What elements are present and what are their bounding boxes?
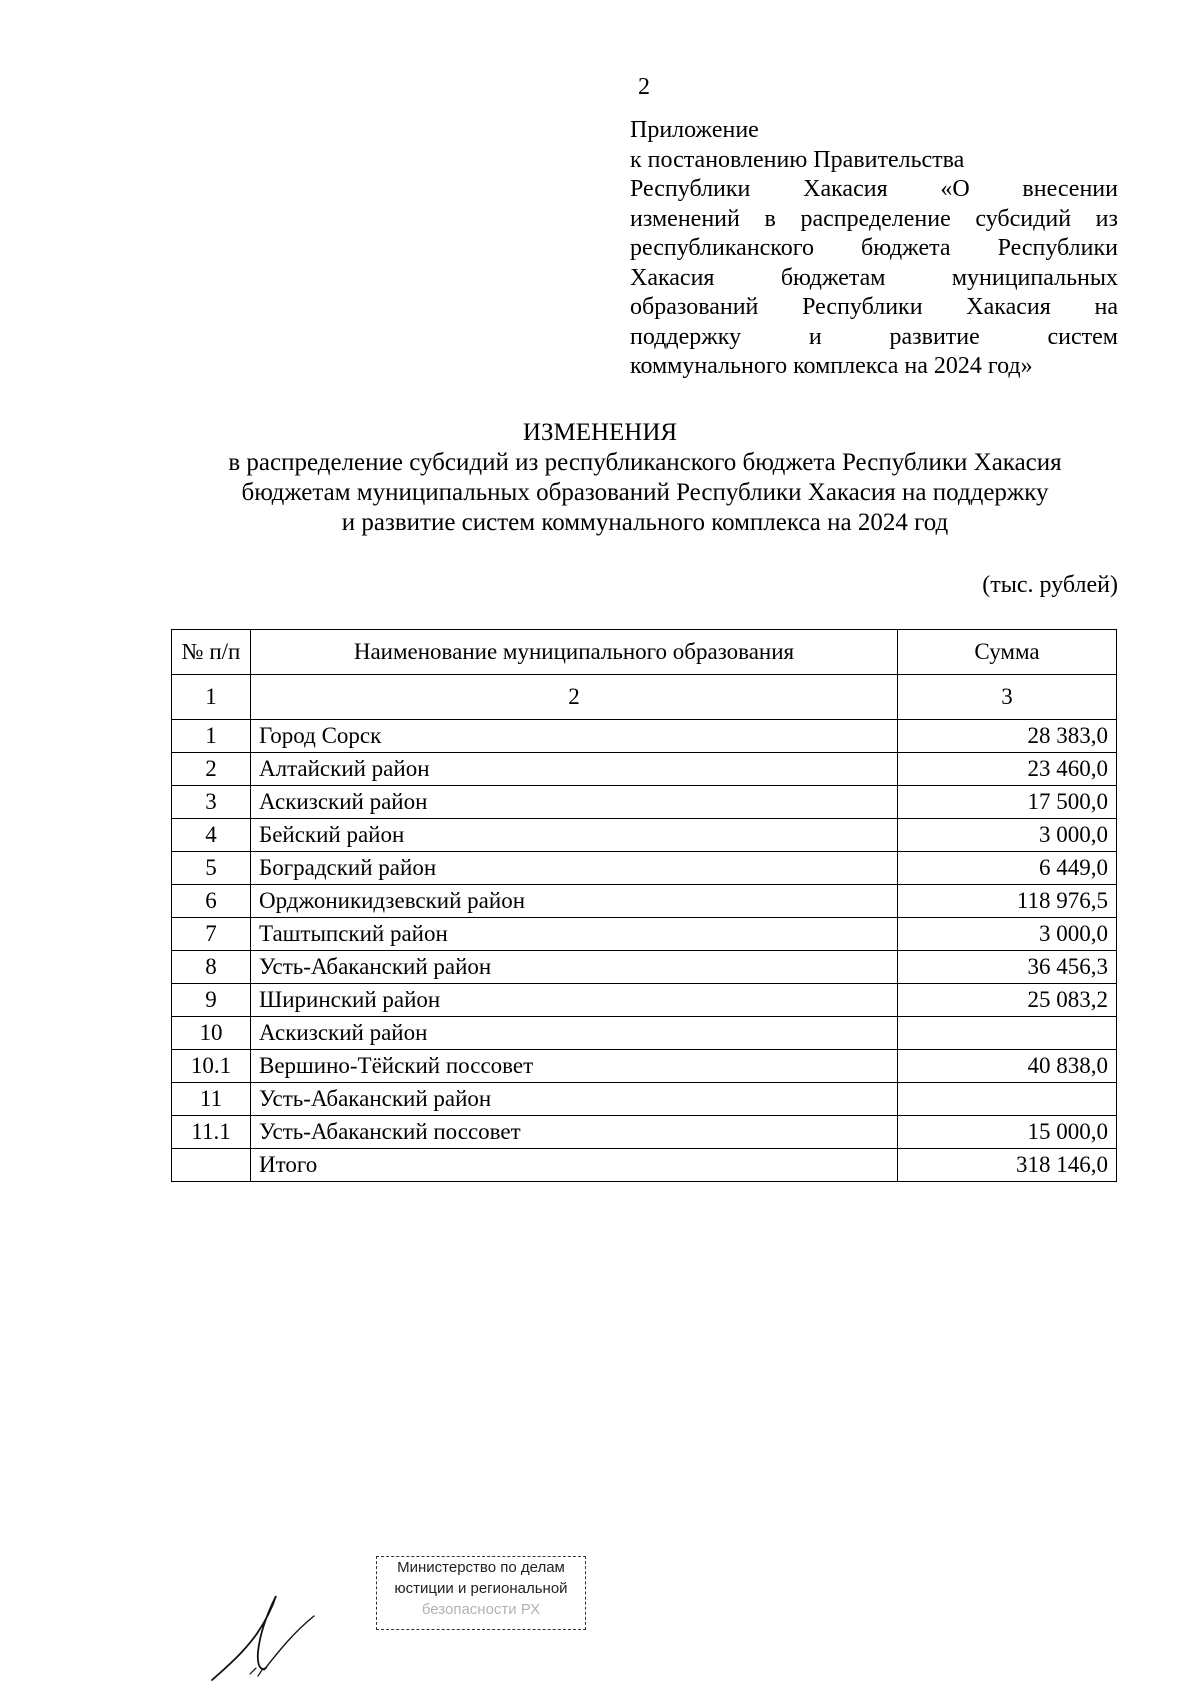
column-number: 1 (172, 675, 251, 720)
row-number: 6 (172, 885, 251, 918)
row-sum: 25 083,2 (898, 984, 1117, 1017)
row-number: 10.1 (172, 1050, 251, 1083)
row-sum: 36 456,3 (898, 951, 1117, 984)
row-name: Усть-Абаканский район (251, 951, 898, 984)
row-name: Аскизский район (251, 786, 898, 819)
row-sum: 118 976,5 (898, 885, 1117, 918)
ministry-stamp (376, 1556, 586, 1630)
row-number: 9 (172, 984, 251, 1017)
appendix-line: к постановлению Правительства (630, 146, 965, 173)
subtitle-line: бюджетам муниципальных образований Республики Хакасия на поддержку (241, 479, 1049, 506)
row-name: Ширинский район (251, 984, 898, 1017)
row-number: 8 (172, 951, 251, 984)
row-name: Итого (251, 1149, 898, 1182)
table-row (172, 1017, 1117, 1050)
appendix-line: образований Республики Хакасия на (630, 294, 1118, 320)
table-row (172, 885, 1117, 918)
appendix-line: изменений в распределение субсидий из (630, 205, 1118, 232)
row-sum (898, 1083, 1117, 1116)
signature-mark (206, 1588, 326, 1684)
table-row (172, 918, 1117, 951)
row-name: Город Сорск (251, 720, 898, 753)
row-sum: 17 500,0 (898, 786, 1117, 819)
row-sum: 6 449,0 (898, 852, 1117, 885)
row-name: Усть-Абаканский район (251, 1083, 898, 1116)
table-row (172, 753, 1117, 786)
row-name: Аскизский район (251, 1017, 898, 1050)
table-row (172, 984, 1117, 1017)
row-number: 2 (172, 753, 251, 786)
table-row (172, 819, 1117, 852)
table-row (172, 852, 1117, 885)
table-header-row (172, 630, 1117, 675)
stamp-line: безопасности РХ (421, 1601, 541, 1618)
subtitle-line: и развитие систем коммунального комплекса на 2024 год (341, 509, 949, 536)
row-number: 3 (172, 786, 251, 819)
row-name: Боградский район (251, 852, 898, 885)
row-sum: 15 000,0 (898, 1116, 1117, 1149)
row-sum: 318 146,0 (898, 1149, 1117, 1182)
table-row (172, 720, 1117, 753)
row-number: 5 (172, 852, 251, 885)
row-number: 1 (172, 720, 251, 753)
table-row (172, 1116, 1117, 1149)
stamp-line: Министерство по делам (397, 1559, 565, 1576)
table-row (172, 1083, 1117, 1116)
column-number: 3 (898, 675, 1117, 720)
appendix-line: коммунального комплекса на 2024 год» (630, 353, 1033, 379)
row-name: Алтайский район (251, 753, 898, 786)
appendix-line: поддержку и развитие систем (630, 323, 1118, 350)
row-sum: 28 383,0 (898, 720, 1117, 753)
row-name: Вершино-Тёйский поссовет (251, 1050, 898, 1083)
row-name: Бейский район (251, 819, 898, 852)
page-number: 2 (638, 74, 650, 100)
table-row (172, 951, 1117, 984)
header-sum: Сумма (898, 630, 1117, 675)
table-row (172, 1050, 1117, 1083)
document-title: ИЗМЕНЕНИЯ (522, 419, 678, 446)
row-sum: 23 460,0 (898, 753, 1117, 786)
column-number: 2 (251, 675, 898, 720)
row-sum: 3 000,0 (898, 819, 1117, 852)
row-name: Таштыпский район (251, 918, 898, 951)
subsidy-table (171, 629, 1117, 1182)
row-number: 11 (172, 1083, 251, 1116)
appendix-line: Республики Хакасия «О внесении (630, 176, 1118, 202)
row-number: 4 (172, 819, 251, 852)
row-sum: 3 000,0 (898, 918, 1117, 951)
row-number: 11.1 (172, 1116, 251, 1149)
header-name: Наименование муниципального образования (251, 630, 898, 675)
row-number: 7 (172, 918, 251, 951)
row-number: 10 (172, 1017, 251, 1050)
appendix-line: Хакасия бюджетам муниципальных (630, 264, 1118, 291)
document-subtitle (130, 448, 1160, 538)
row-sum (898, 1017, 1117, 1050)
row-name: Усть-Абаканский поссовет (251, 1116, 898, 1149)
column-number-row (172, 675, 1117, 720)
table-row (172, 786, 1117, 819)
row-number (172, 1149, 251, 1182)
table-total-row (172, 1149, 1117, 1182)
row-sum: 40 838,0 (898, 1050, 1117, 1083)
units-label: (тыс. рублей) (982, 572, 1118, 598)
stamp-line: юстиции и региональной (394, 1580, 568, 1597)
row-name: Орджоникидзевский район (251, 885, 898, 918)
appendix-block (630, 116, 1118, 382)
appendix-line: Приложение (630, 117, 759, 143)
appendix-line: республиканского бюджета Республики (630, 235, 1118, 261)
subtitle-line: в распределение субсидий из республиканского бюджета Республики Хакасия (228, 449, 1062, 476)
header-number: № п/п (172, 630, 251, 675)
